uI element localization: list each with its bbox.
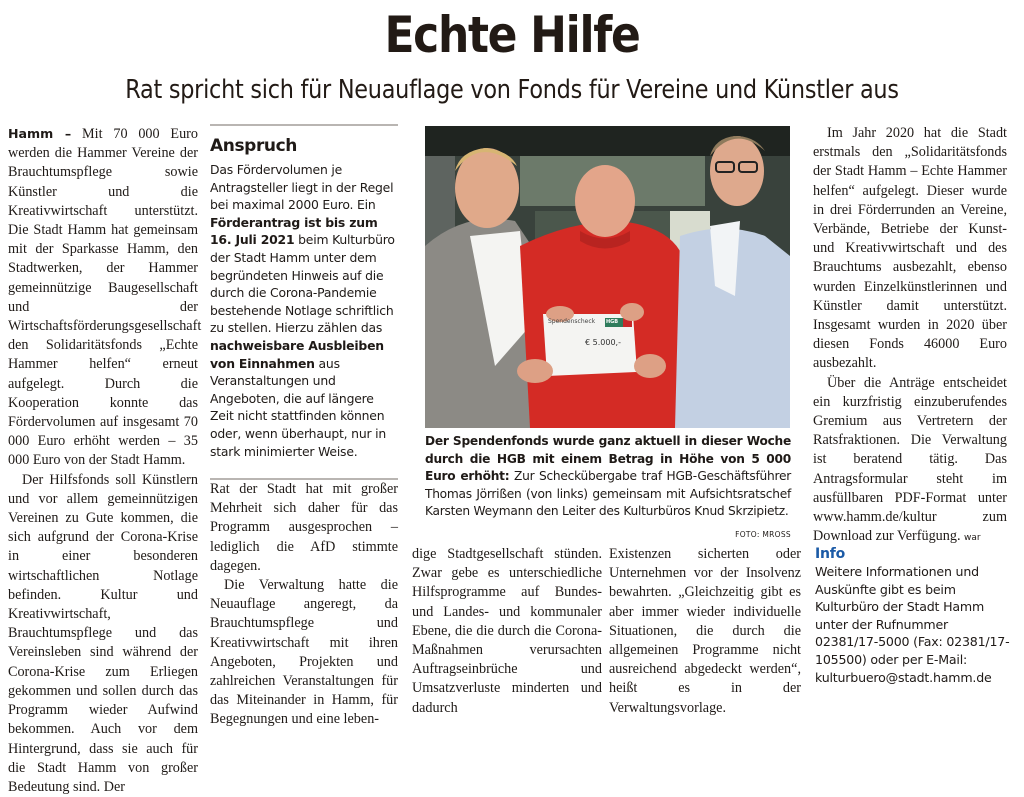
divider <box>210 124 398 126</box>
article-column-5 <box>813 124 1007 548</box>
infobox-text <box>210 161 398 460</box>
article-column-2 <box>210 480 398 730</box>
photo-illustration <box>425 126 790 428</box>
paragraph: Die Verwaltung hatte die Neuauflage angeregt, da Brauchtumspflege und Kreativwirtschaft mit ihren Angeboten, Projekten und zahlreichen Veranstaltungen für das Miteinander in Hamm, für Begegnungen und eine leben- <box>210 577 398 728</box>
paragraph: Im Jahr 2020 hat die Stadt erstmals den „Solidaritätsfonds der Stadt Hamm – Echte Hammer helfen“ aufgelegt. Dieser wurde in drei Förderrunden an Vereine, Verbände, Betriebe der Kunst- und Kreativwirtschaft und des Brauchtums ausbezahlt, ebenso wurden Einzelkünstlerinnen und Künstler damit unterstützt. Insgesamt wurden in 2020 über diesen Fonds 46000 Euro ausbezahlt. <box>813 125 1007 372</box>
paragraph-text: Mit 70 000 Euro werden die Hammer Vereine der Brauchtumspflege sowie Künstler und die Kreativwirtschaft unterstützt. Die Stadt Hamm hat gemeinsam mit der Sparkasse Hamm, den Stadtwerken, der Hammer gemeinnützige Baugesellschaft und der Wirtschaftsförderungsgesellschaft den Solidaritätsfonds „Echte Hammer helfen“ erneut aufgelegt. Durch die Kooperation konnte das Fördervolumen auf insgesamt 70 000 Euro erhöht werden – 35 000 Euro von der Stadt Hamm. <box>8 126 202 469</box>
paragraph: Rat der Stadt hat mit großer Mehrheit sich daher für das Programm ausgesprochen – lediglich die AfD stimmte dagegen. <box>210 481 398 574</box>
article-column-4 <box>609 545 801 718</box>
check-logo: HGB <box>606 319 619 325</box>
paragraph <box>813 374 1007 549</box>
check-amount: € 5.000,- <box>585 338 621 347</box>
article-column-3 <box>412 545 602 718</box>
photo-credit: FOTO: MROSS <box>735 529 791 539</box>
paragraph <box>8 124 202 471</box>
deadline-highlight: Förderantrag ist bis zum 16. Juli 2021 <box>210 214 378 248</box>
subheadline: Rat spricht sich für Neuauflage von Fonds für Vereine und Künstler aus <box>125 75 899 105</box>
infobox-title: Anspruch <box>210 136 298 156</box>
check-title: Spendenscheck <box>548 318 596 325</box>
infobox-text: Weitere Informationen und Auskünfte gibt es beim Kulturbüro der Stadt Hamm unter der Rufnummer 02381/17-5000 (Fax: 02381/17-105500) oder per E-Mail: kulturbuero@stadt.hamm.de <box>815 564 1010 685</box>
infobox-anspruch <box>210 124 398 480</box>
paragraph-text: Über die Anträge entscheidet ein kurzfristig einzuberufendes Gremium aus Vertretern der Ratsfraktionen. Die Verwaltung ist beratend tätig. Das Antragsformular steht im ausfüllbaren PDF-Format unter www.hamm.de/kultur zum Download zur Verfügung. <box>813 374 1007 545</box>
text: beim Kulturbüro der Stadt Hamm unter dem begründeten Hinweis auf die durch die Corona-Pandemie bestehende Notlage schriftlich zu stellen. Hierzu zählen das <box>210 232 395 336</box>
caption-text: Zur Scheckübergabe traf HGB-Geschäftsführer Thomas Jörrißen (von links) gemeinsam mit Aufsichtsratschef Karsten Weymann den Leiter des Kulturbüros Knud Skrzipietz. <box>425 469 791 518</box>
article-column-1 <box>8 124 202 797</box>
photo-caption <box>425 433 791 543</box>
paragraph: Der Hilfsfonds soll Künstlern und vor allem gemeinnützigen Vereinen zu Gute kommen, die sich aufgrund der Corona-Krise in einer besonderen wirtschaftlichen Notlage befinden. Kultur und Kreativwirtschaft, Brauchtumspflege und das Vereinsleben sind während der Corona-Krise zum Erliegen gekommen und sollen durch das Programm wieder Aufwind bekommen. Auch vor dem Hintergrund, dass sie auch für die Stadt Hamm von großer Bedeutung sind. Der <box>8 471 198 795</box>
paragraph: dige Stadtgesellschaft stünden. Zwar gebe es unterschiedliche Hilfsprogramme auf Bundes- und Landes- und kommunaler Ebene, die die durch die Corona-Maßnahmen verursachten Auftragseinbrüche und Umsatzverluste minderten und dadurch <box>412 546 602 716</box>
text: aus Veranstaltungen und Angeboten, die auf längere Zeit nicht stattfinden können oder, wenn überhaupt, nur in stark minimierter Weise. <box>210 355 386 459</box>
dateline: Hamm – <box>8 126 72 141</box>
infobox-info <box>815 545 1010 686</box>
requirement-highlight: nachweisbare Ausbleiben von Einnahmen <box>210 337 384 371</box>
caption-lead: Der Spendenfonds wurde ganz aktuell in dieser Woche durch die HGB mit einem Betrag in Höhe von 5 000 Euro erhöht: <box>425 434 791 483</box>
text: Das Fördervolumen je Antragsteller liegt in der Regel bei maximal 2000 Euro. Ein <box>210 162 394 213</box>
infobox-title: Info <box>815 546 846 562</box>
author-byline: war <box>964 533 981 544</box>
article-photo <box>425 126 790 428</box>
paragraph: Existenzen sicherten oder Unternehmen vor der Insolvenz bewahrten. „Gleichzeitig gibt es aber immer wieder individuelle Situationen, die durch die allgemeinen Programme nicht ausreichend abgedeckt werden“, heißt es in der Verwaltungsvorlage. <box>609 546 801 716</box>
headline: Echte Hilfe <box>384 6 640 64</box>
